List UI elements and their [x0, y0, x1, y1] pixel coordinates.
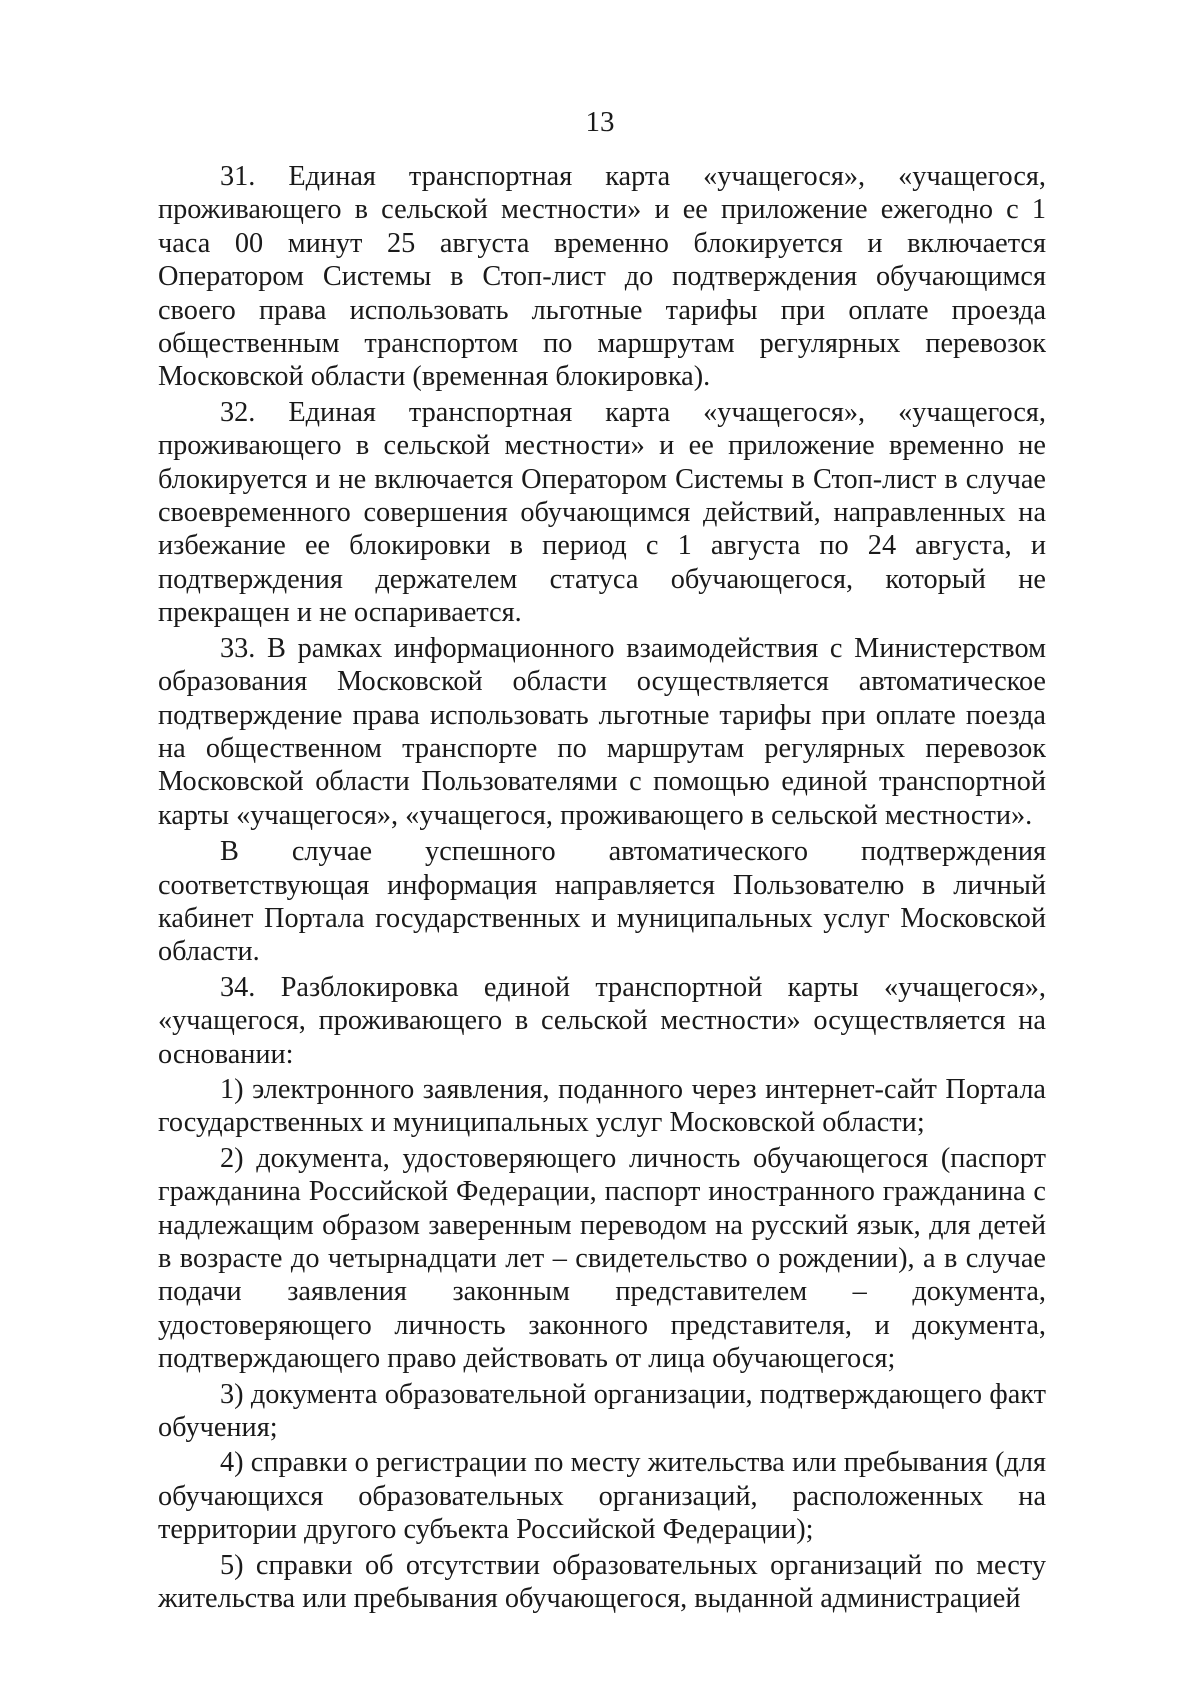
page-number: 13: [585, 106, 615, 138]
paragraph-33: 33. В рамках информационного взаимодействия с Министерством образования Московской области осуществляется автоматическое подтверждение права использовать льготные тарифы при оплате поезда на общественном транспорте по маршрутам регулярных перевозок Московской области Пользователями с помощью единой транспортной карты «учащегося», «учащегося, проживающего в сельской местности».: [158, 632, 1046, 831]
document-body: [158, 160, 1046, 1615]
list-item-5: 5) справки об отсутствии образовательных организаций по месту жительства или пребывания обучающегося, выданной администрацией: [158, 1549, 1046, 1615]
paragraph-34: 34. Разблокировка единой транспортной карты «учащегося», «учащегося, проживающего в сельской местности» осуществляется на основании:: [158, 971, 1046, 1070]
list-item-1: 1) электронного заявления, поданного через интернет-сайт Портала государственных и муниципальных услуг Московской области;: [158, 1073, 1046, 1139]
list-item-4: 4) справки о регистрации по месту жительства или пребывания (для обучающихся образовательных организаций, расположенных на территории другого субъекта Российской Федерации);: [158, 1447, 1046, 1546]
paragraph-32: 32. Единая транспортная карта «учащегося», «учащегося, проживающего в сельской местности» и ее приложение временно не блокируется и не включается Оператором Системы в Стоп-лист в случае своевременного совершения обучающимся действий, направленных на избежание ее блокировки в период с 1 августа по 24 августа, и подтверждения держателем статуса обучающегося, который не прекращен и не оспаривается.: [158, 396, 1046, 629]
list-item-3: 3) документа образовательной организации, подтверждающего факт обучения;: [158, 1378, 1046, 1444]
paragraph-31: 31. Единая транспортная карта «учащегося», «учащегося, проживающего в сельской местности» и ее приложение ежегодно с 1 часа 00 минут 25 августа временно блокируется и включается Оператором Системы в Стоп-лист до подтверждения обучающимся своего права использовать льготные тарифы при оплате проезда общественным транспортом по маршрутам регулярных перевозок Московской области (временная блокировка).: [158, 161, 1046, 393]
paragraph-33-continuation: В случае успешного автоматического подтверждения соответствующая информация направляется Пользователю в личный кабинет Портала государственных и муниципальных услуг Московской области.: [158, 836, 1046, 968]
list-item-2: 2) документа, удостоверяющего личность обучающегося (паспорт гражданина Российской Федерации, паспорт иностранного гражданина с надлежащим образом заверенным переводом на русский язык, для детей в возрасте до четырнадцати лет – свидетельство о рождении), а в случае подачи заявления законным представителем – документа, удостоверяющего личность законного представителя, и документа, подтверждающего право действовать от лица обучающегося;: [158, 1142, 1046, 1375]
